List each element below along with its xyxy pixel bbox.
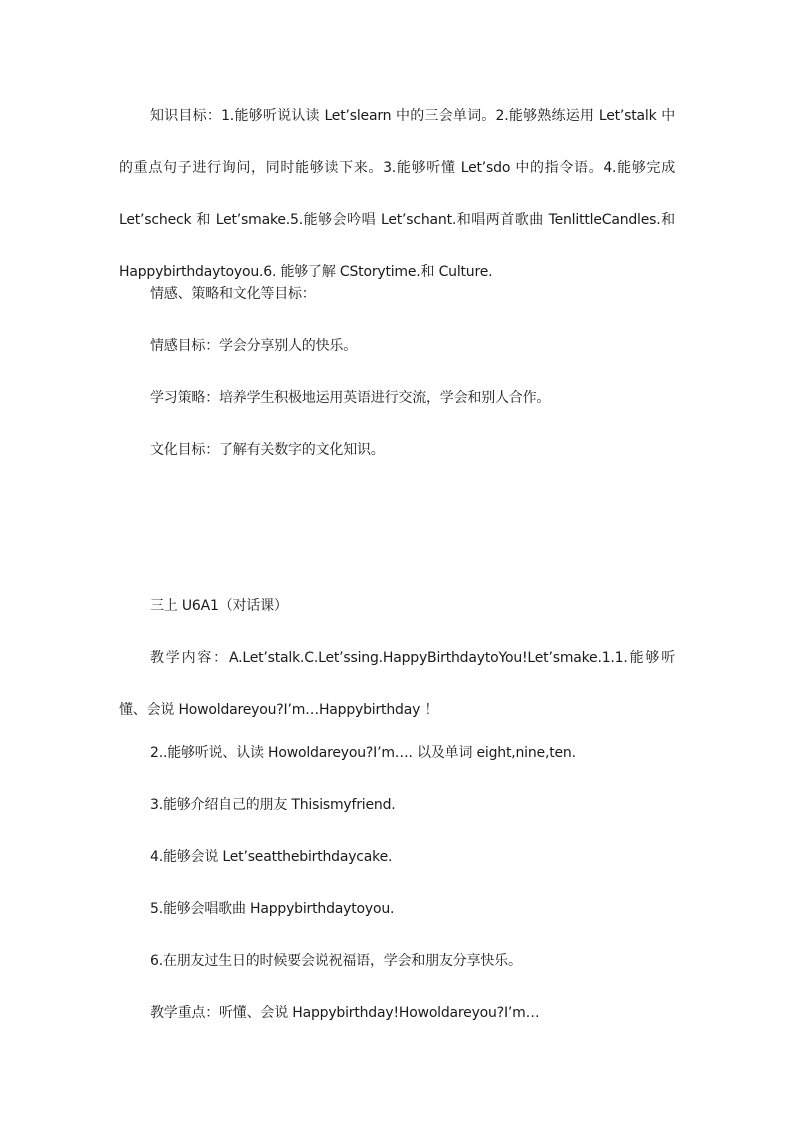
objective-item-2: 2..能够听说、认读 Howoldareyou?I’m…. 以及单词 eight,nine,ten. [150, 745, 576, 761]
learning-strategy-paragraph: 学习策略：培养学生积极地运用英语进行交流，学会和别人合作。 [150, 390, 551, 406]
cultural-objective-paragraph: 文化目标：了解有关数字的文化知识。 [150, 442, 385, 458]
objective-item-6: 6.在朋友过生日的时候要会说祝福语，学会和朋友分享快乐。 [150, 953, 522, 969]
lesson-title: 三上 U6A1（对话课） [150, 598, 288, 614]
objective-item-4: 4.能够会说 Let’seatthebirthdaycake. [150, 849, 393, 865]
teaching-content-paragraph: 教学内容：A.Let’stalk.C.Let’ssing.HappyBirthdaytoYou!Let’smake.1.1.能够听懂、会说 Howoldareyou?I’m…Happybirthday ！ [119, 650, 675, 718]
teaching-focus-paragraph: 教学重点：听懂、会说 Happybirthday!Howoldareyou?I’m… [150, 1005, 540, 1021]
knowledge-objectives-paragraph: 知识目标：1.能够听说认读 Let’slearn 中的三会单词。2.能够熟练运用 Let’stalk 中的重点句子进行询问，同时能够读下来。3.能够听懂 Let’sdo 中的指令语。4.能够完成 Let’scheck 和 Let’smake.5.能够会吟唱 Let’schant.和唱两首歌曲 TenlittleCandles.和 Happybirthdaytoyou.6. 能够了解 CStorytime.和 Culture. [119, 108, 675, 280]
emotional-objective-paragraph: 情感目标：学会分享别人的快乐。 [150, 338, 357, 354]
objective-item-3: 3.能够介绍自己的朋友 Thisismyfriend. [150, 797, 396, 813]
emotion-strategy-culture-heading: 情感、策略和文化等目标： [150, 286, 316, 302]
objective-item-5: 5.能够会唱歌曲 Happybirthdaytoyou. [150, 901, 395, 917]
